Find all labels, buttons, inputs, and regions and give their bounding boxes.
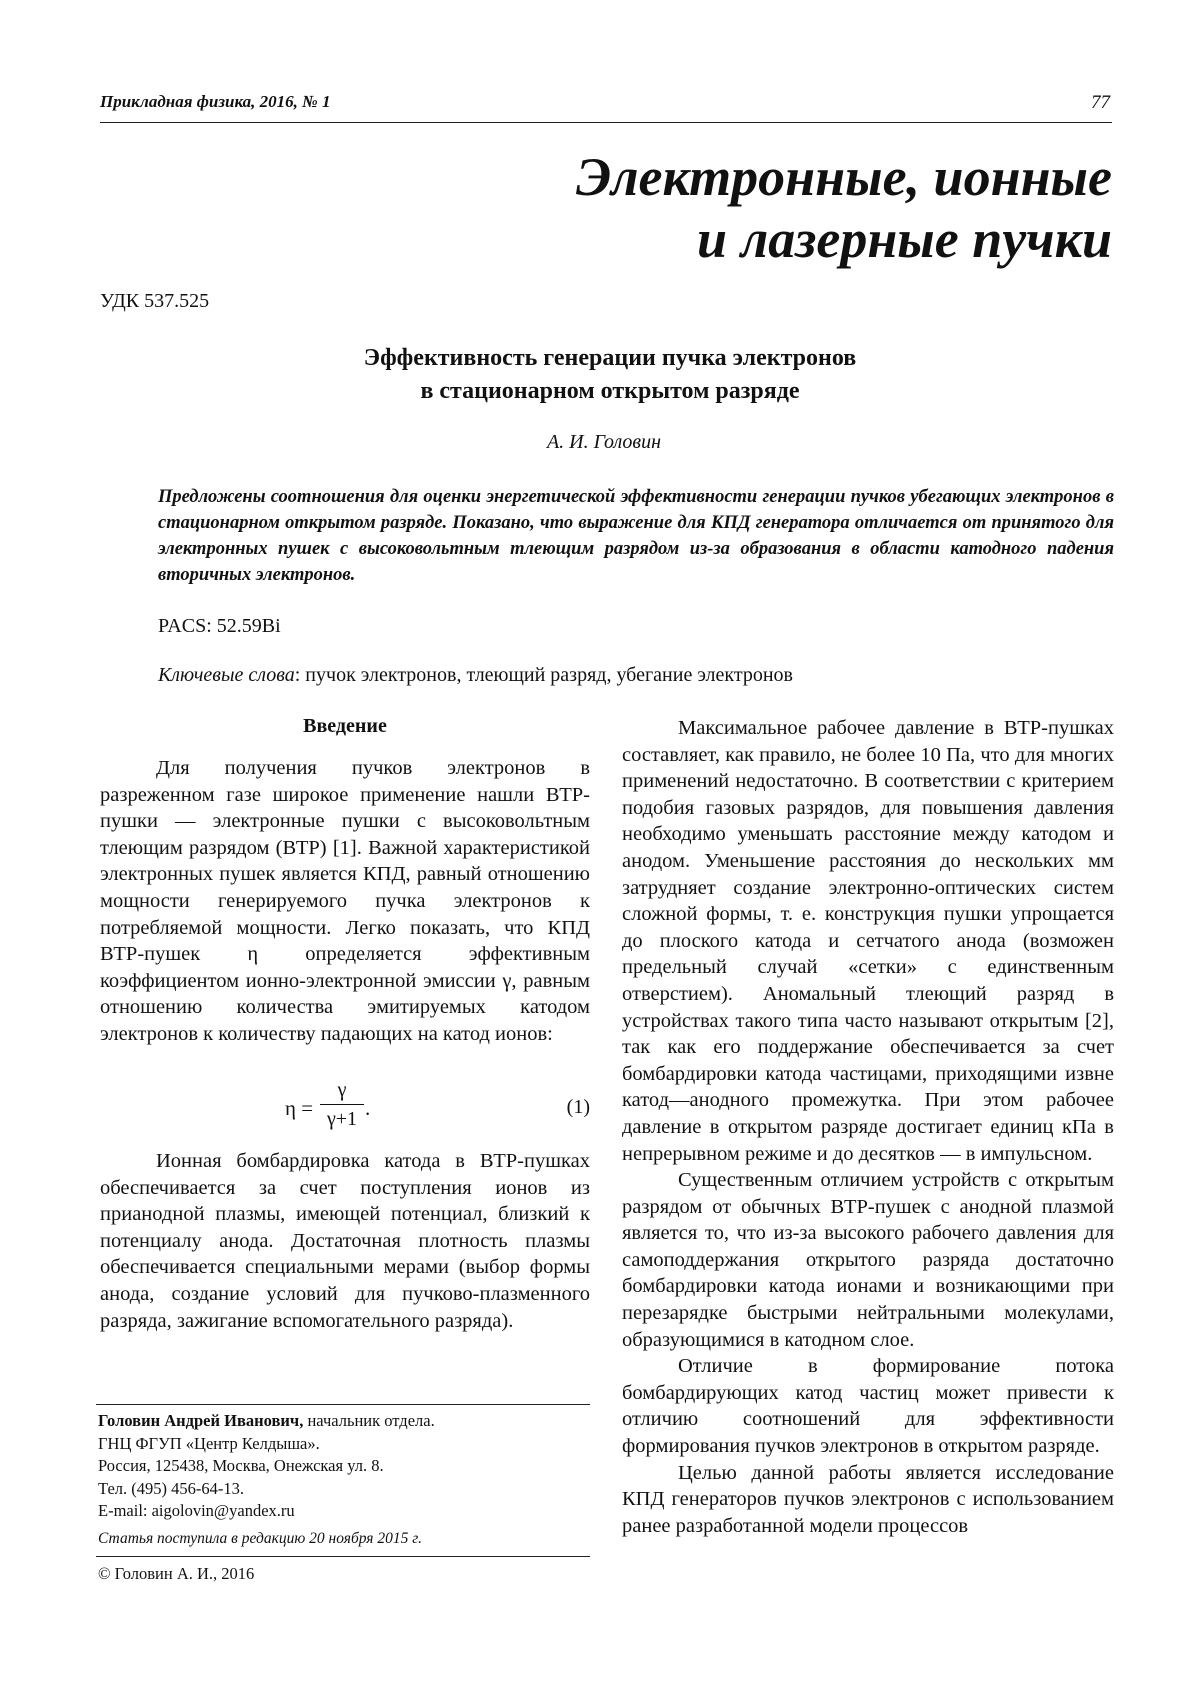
formula-denominator: γ+1 bbox=[326, 1108, 358, 1130]
right-paragraph-1: Максимальное рабочее давление в ВТР-пушках составляет, как правило, не более 10 Па, что для многих применений недостаточно. В соответствии с критерием подобия газовых разрядов, для повышения давления необходимо уменьшать расстояние между катодом и анодом. Уменьшение расстояния до нескольких мм затрудняет создание электронно-оптических систем сложной формы, т. е. конструкция пушки упрощается до плоского катода и сетчатого анода (возможен предельный случай «сетки» с единственным отверстием). Аномальный тлеющий разряд в устройствах такого типа часто называют открытым [2], так как его поддержание обеспечивается за счет бомбардировки катода частицами, приходящими извне катод—анодного промежутка. При этом рабочее давление в открытом разряде достигает единиц кПа в непрерывном режиме и до десятков — в импульсном. bbox=[622, 717, 1114, 1165]
author: А. И. Головин bbox=[546, 431, 662, 453]
footnote-address: Россия, 125438, Москва, Онежская ул. 8. bbox=[98, 1456, 384, 1475]
keywords-text: : пучок электронов, тлеющий разряд, убегание электронов bbox=[294, 664, 794, 686]
keywords bbox=[158, 664, 793, 687]
author-footnote bbox=[98, 1410, 590, 1523]
right-paragraph-4: Целью данной работы является исследование КПД генераторов пучков электронов с использованием ранее разработанной модели процессов bbox=[622, 1461, 1114, 1537]
article-title-line1: Эффективность генерации пучка электронов bbox=[363, 345, 857, 371]
footnote-rule bbox=[96, 1404, 590, 1405]
section-title-line2: и лазерные пучки bbox=[697, 209, 1112, 269]
left-column-bottom bbox=[100, 1148, 590, 1334]
section-title bbox=[500, 146, 1112, 270]
right-paragraph-3: Отличие в формирование потока бомбардирующих катод частиц может привести к отличию соотношений для эффективности формирования пучков электронов в открытом разряде. bbox=[622, 1355, 1114, 1458]
section-title-line1: Электронные, ионные bbox=[576, 147, 1112, 207]
footnote-name: Головин Андрей Иванович, bbox=[98, 1411, 304, 1430]
formula-dot: . bbox=[365, 1096, 371, 1120]
intro-paragraph-1: Для получения пучков электронов в разреженном газе широкое применение нашли ВТР-пушки — электронные пушки с высоковольтным тлеющим разрядом (ВТР) [1]. Важной характеристикой электронных пушек является КПД, равный отношению мощности генерируемого пучка электронов к потребляемой мощности. Легко показать, что КПД ВТР-пушек η определяется эффективным коэффициентом ионно-электронной эмиссии γ, равным отношению количества эмитируемых катодом электронов к количеству падающих на катод ионов: bbox=[100, 757, 590, 1045]
footnote-position: начальник отдела. bbox=[303, 1411, 435, 1430]
copyright: © Головин А. И., 2016 bbox=[98, 1564, 255, 1583]
right-column bbox=[622, 715, 1114, 1539]
section-heading-intro: Введение bbox=[303, 715, 387, 737]
received-date: Статья поступила в редакцию 20 ноября 2015 г. bbox=[98, 1530, 422, 1547]
article-title bbox=[160, 342, 1060, 408]
header-rule bbox=[100, 122, 1112, 123]
footnote-email: E-mail: aigolovin@yandex.ru bbox=[98, 1501, 295, 1520]
keywords-label: Ключевые слова bbox=[158, 664, 295, 686]
article-title-line2: в стационарном открытом разряде bbox=[420, 378, 800, 404]
footnote-name-line bbox=[98, 1410, 590, 1433]
abstract: Предложены соотношения для оценки энергетической эффективности генерации пучков убегающих электронов в стационарном открытом разряде. Показано, что выражение для КПД генератора отличается от принятого для электронных пушек с высоковольтным тлеющим разрядом из-за образования в области катодного падения вторичных электронов. bbox=[158, 487, 1114, 585]
formula-1 bbox=[100, 1078, 590, 1136]
intro-paragraph-2: Ионная бомбардировка катода в ВТР-пушках обеспечивается за счет поступления ионов из прианодной плазмы, имеющей потенциал, близкий к потенциалу анода. Достаточная плотность плазмы обеспечивается специальными мерами (выбор формы анода, создание условий для пучково-плазменного разряда, зажигание вспомогательного разряда). bbox=[100, 1150, 590, 1332]
pacs-code: PACS: 52.59Bi bbox=[158, 615, 281, 637]
formula-fraction bbox=[320, 1078, 364, 1131]
formula-lhs: η = bbox=[285, 1096, 314, 1120]
page-number: 77 bbox=[1091, 92, 1110, 113]
left-column-top bbox=[100, 755, 590, 1048]
equation-number: (1) bbox=[566, 1096, 590, 1118]
fraction-bar bbox=[320, 1104, 364, 1105]
right-paragraph-2: Существенным отличием устройств с открытым разрядом от обычных ВТР-пушек с анодной плазмой является то, что из-за высокого рабочего давления для самоподдержания открытого разряда достаточно бомбардировки катода ионами и возникающими при перезарядке быстрыми нейтральными молекулами, образующимися в катодном слое. bbox=[622, 1169, 1114, 1351]
footnote-phone: Тел. (495) 456-64-13. bbox=[98, 1478, 244, 1498]
journal-header: Прикладная физика, 2016, № 1 bbox=[100, 92, 331, 111]
footnote-org: ГНЦ ФГУП «Центр Келдыша». bbox=[98, 1433, 320, 1453]
copyright-rule bbox=[96, 1556, 590, 1557]
formula-numerator: γ bbox=[337, 1079, 347, 1101]
udk-code: УДК 537.525 bbox=[100, 290, 210, 312]
